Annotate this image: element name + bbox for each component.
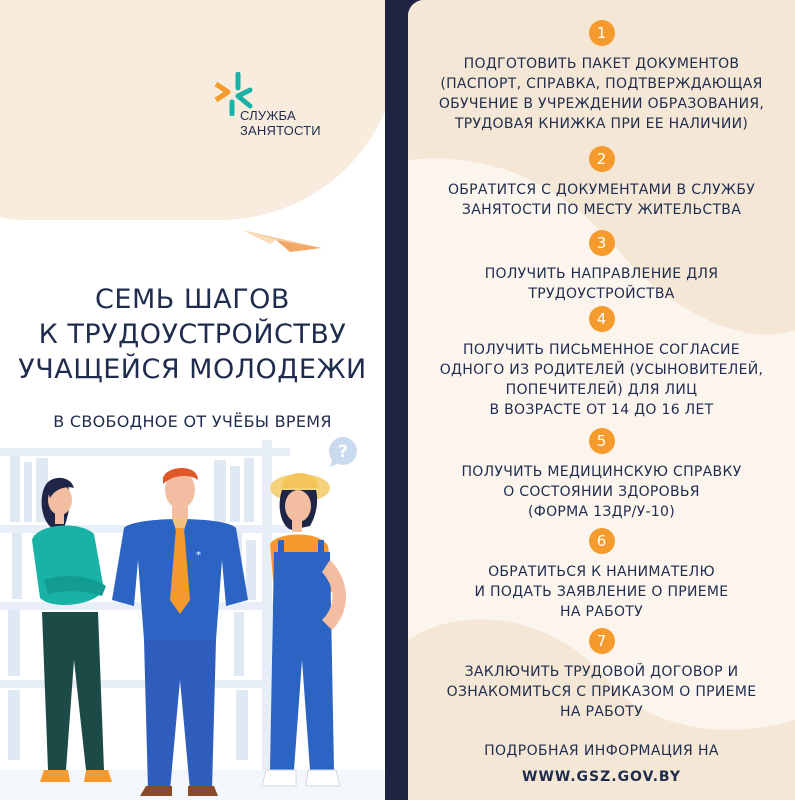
logo-text-line2: ЗАНЯТОСТИ xyxy=(240,123,321,138)
step-7-line3: НА РАБОТУ xyxy=(560,704,643,720)
step-3-line2: ТРУДОУСТРОЙСТВА xyxy=(528,286,675,302)
step-7 xyxy=(408,628,795,722)
step-5-text xyxy=(408,462,795,522)
step-5-line1: ПОЛУЧИТЬ МЕДИЦИНСКУЮ СПРАВКУ xyxy=(461,464,742,480)
step-7-text xyxy=(408,662,795,722)
headline xyxy=(0,282,385,387)
step-5-line2: О СОСТОЯНИИ ЗДОРОВЬЯ xyxy=(503,484,700,500)
step-2-line1: ОБРАТИТСЯ С ДОКУМЕНТАМИ В СЛУЖБУ xyxy=(447,182,756,198)
headline-line2: К ТРУДОУСТРОЙСТВУ xyxy=(38,319,347,350)
step-4 xyxy=(408,306,795,420)
step-1-line2: (ПАСПОРТ, СПРАВКА, ПОДТВЕРЖДАЮЩАЯ xyxy=(440,76,763,92)
paper-plane-icon xyxy=(240,218,324,254)
step-4-number: 4 xyxy=(589,306,615,332)
step-3-text xyxy=(408,264,795,304)
step-6-line2: И ПОДАТЬ ЗАЯВЛЕНИЕ О ПРИЕМЕ xyxy=(474,584,729,600)
svg-text:*: * xyxy=(196,550,201,561)
woman-overalls-figure xyxy=(262,473,346,786)
step-1-line4: ТРУДОВАЯ КНИЖКА ПРИ ЕЕ НАЛИЧИИ) xyxy=(454,116,749,132)
people-illustration xyxy=(0,440,385,800)
step-7-line1: ЗАКЛЮЧИТЬ ТРУДОВОЙ ДОГОВОР И xyxy=(464,664,739,680)
logo-text xyxy=(240,108,321,138)
step-1 xyxy=(408,20,795,134)
logo xyxy=(212,72,332,142)
step-4-line1: ПОЛУЧИТЬ ПИСЬМЕННОЕ СОГЛАСИЕ xyxy=(463,342,740,358)
step-5-line3: (ФОРМА 1ЗДР/У-10) xyxy=(527,504,676,520)
step-6-text xyxy=(408,562,795,622)
step-3-line1: ПОЛУЧИТЬ НАПРАВЛЕНИЕ ДЛЯ xyxy=(484,266,719,282)
step-4-line3: ПОПЕЧИТЕЛЕЙ) ДЛЯ ЛИЦ xyxy=(505,382,698,398)
left-panel xyxy=(0,0,385,800)
step-6 xyxy=(408,528,795,622)
step-2-number: 2 xyxy=(589,146,615,172)
step-5 xyxy=(408,428,795,522)
step-7-line2: ОЗНАКОМИТЬСЯ С ПРИКАЗОМ О ПРИЕМЕ xyxy=(446,684,757,700)
step-1-line1: ПОДГОТОВИТЬ ПАКЕТ ДОКУМЕНТОВ xyxy=(463,56,740,72)
website-link[interactable]: WWW.GSZ.GOV.BY xyxy=(522,769,681,785)
footer-text: ПОДРОБНАЯ ИНФОРМАЦИЯ НА xyxy=(484,743,719,759)
subheadline: В СВОБОДНОЕ ОТ УЧЁБЫ ВРЕМЯ xyxy=(53,412,332,431)
step-4-line4: В ВОЗРАСТЕ ОТ 14 ДО 16 ЛЕТ xyxy=(489,402,714,418)
right-panel xyxy=(408,0,795,800)
man-blue-figure xyxy=(112,468,248,796)
step-2-text xyxy=(408,180,795,220)
step-4-line2: ОДНОГО ИЗ РОДИТЕЛЕЙ (УСЫНОВИТЕЛЕЙ, xyxy=(439,362,764,378)
footer xyxy=(408,738,795,790)
question-mark: ? xyxy=(338,442,348,462)
step-2-line2: ЗАНЯТОСТИ ПО МЕСТУ ЖИТЕЛЬСТВА xyxy=(461,202,742,218)
headline-line3: УЧАЩЕЙСЯ МОЛОДЕЖИ xyxy=(18,354,367,385)
step-6-line1: ОБРАТИТЬСЯ К НАНИМАТЕЛЮ xyxy=(488,564,715,580)
step-4-text xyxy=(408,340,795,420)
step-2 xyxy=(408,146,795,220)
step-5-number: 5 xyxy=(589,428,615,454)
step-6-line3: НА РАБОТУ xyxy=(560,604,643,620)
step-7-number: 7 xyxy=(589,628,615,654)
woman-teal-figure xyxy=(32,478,112,782)
step-1-number: 1 xyxy=(589,20,615,46)
step-1-text xyxy=(408,54,795,134)
headline-line1: СЕМЬ ШАГОВ xyxy=(95,284,290,315)
step-6-number: 6 xyxy=(589,528,615,554)
step-1-line3: ОБУЧЕНИЕ В УЧРЕЖДЕНИИ ОБРАЗОВАНИЯ, xyxy=(438,96,765,112)
logo-text-line1: СЛУЖБА xyxy=(240,108,296,123)
step-3 xyxy=(408,230,795,304)
step-3-number: 3 xyxy=(589,230,615,256)
